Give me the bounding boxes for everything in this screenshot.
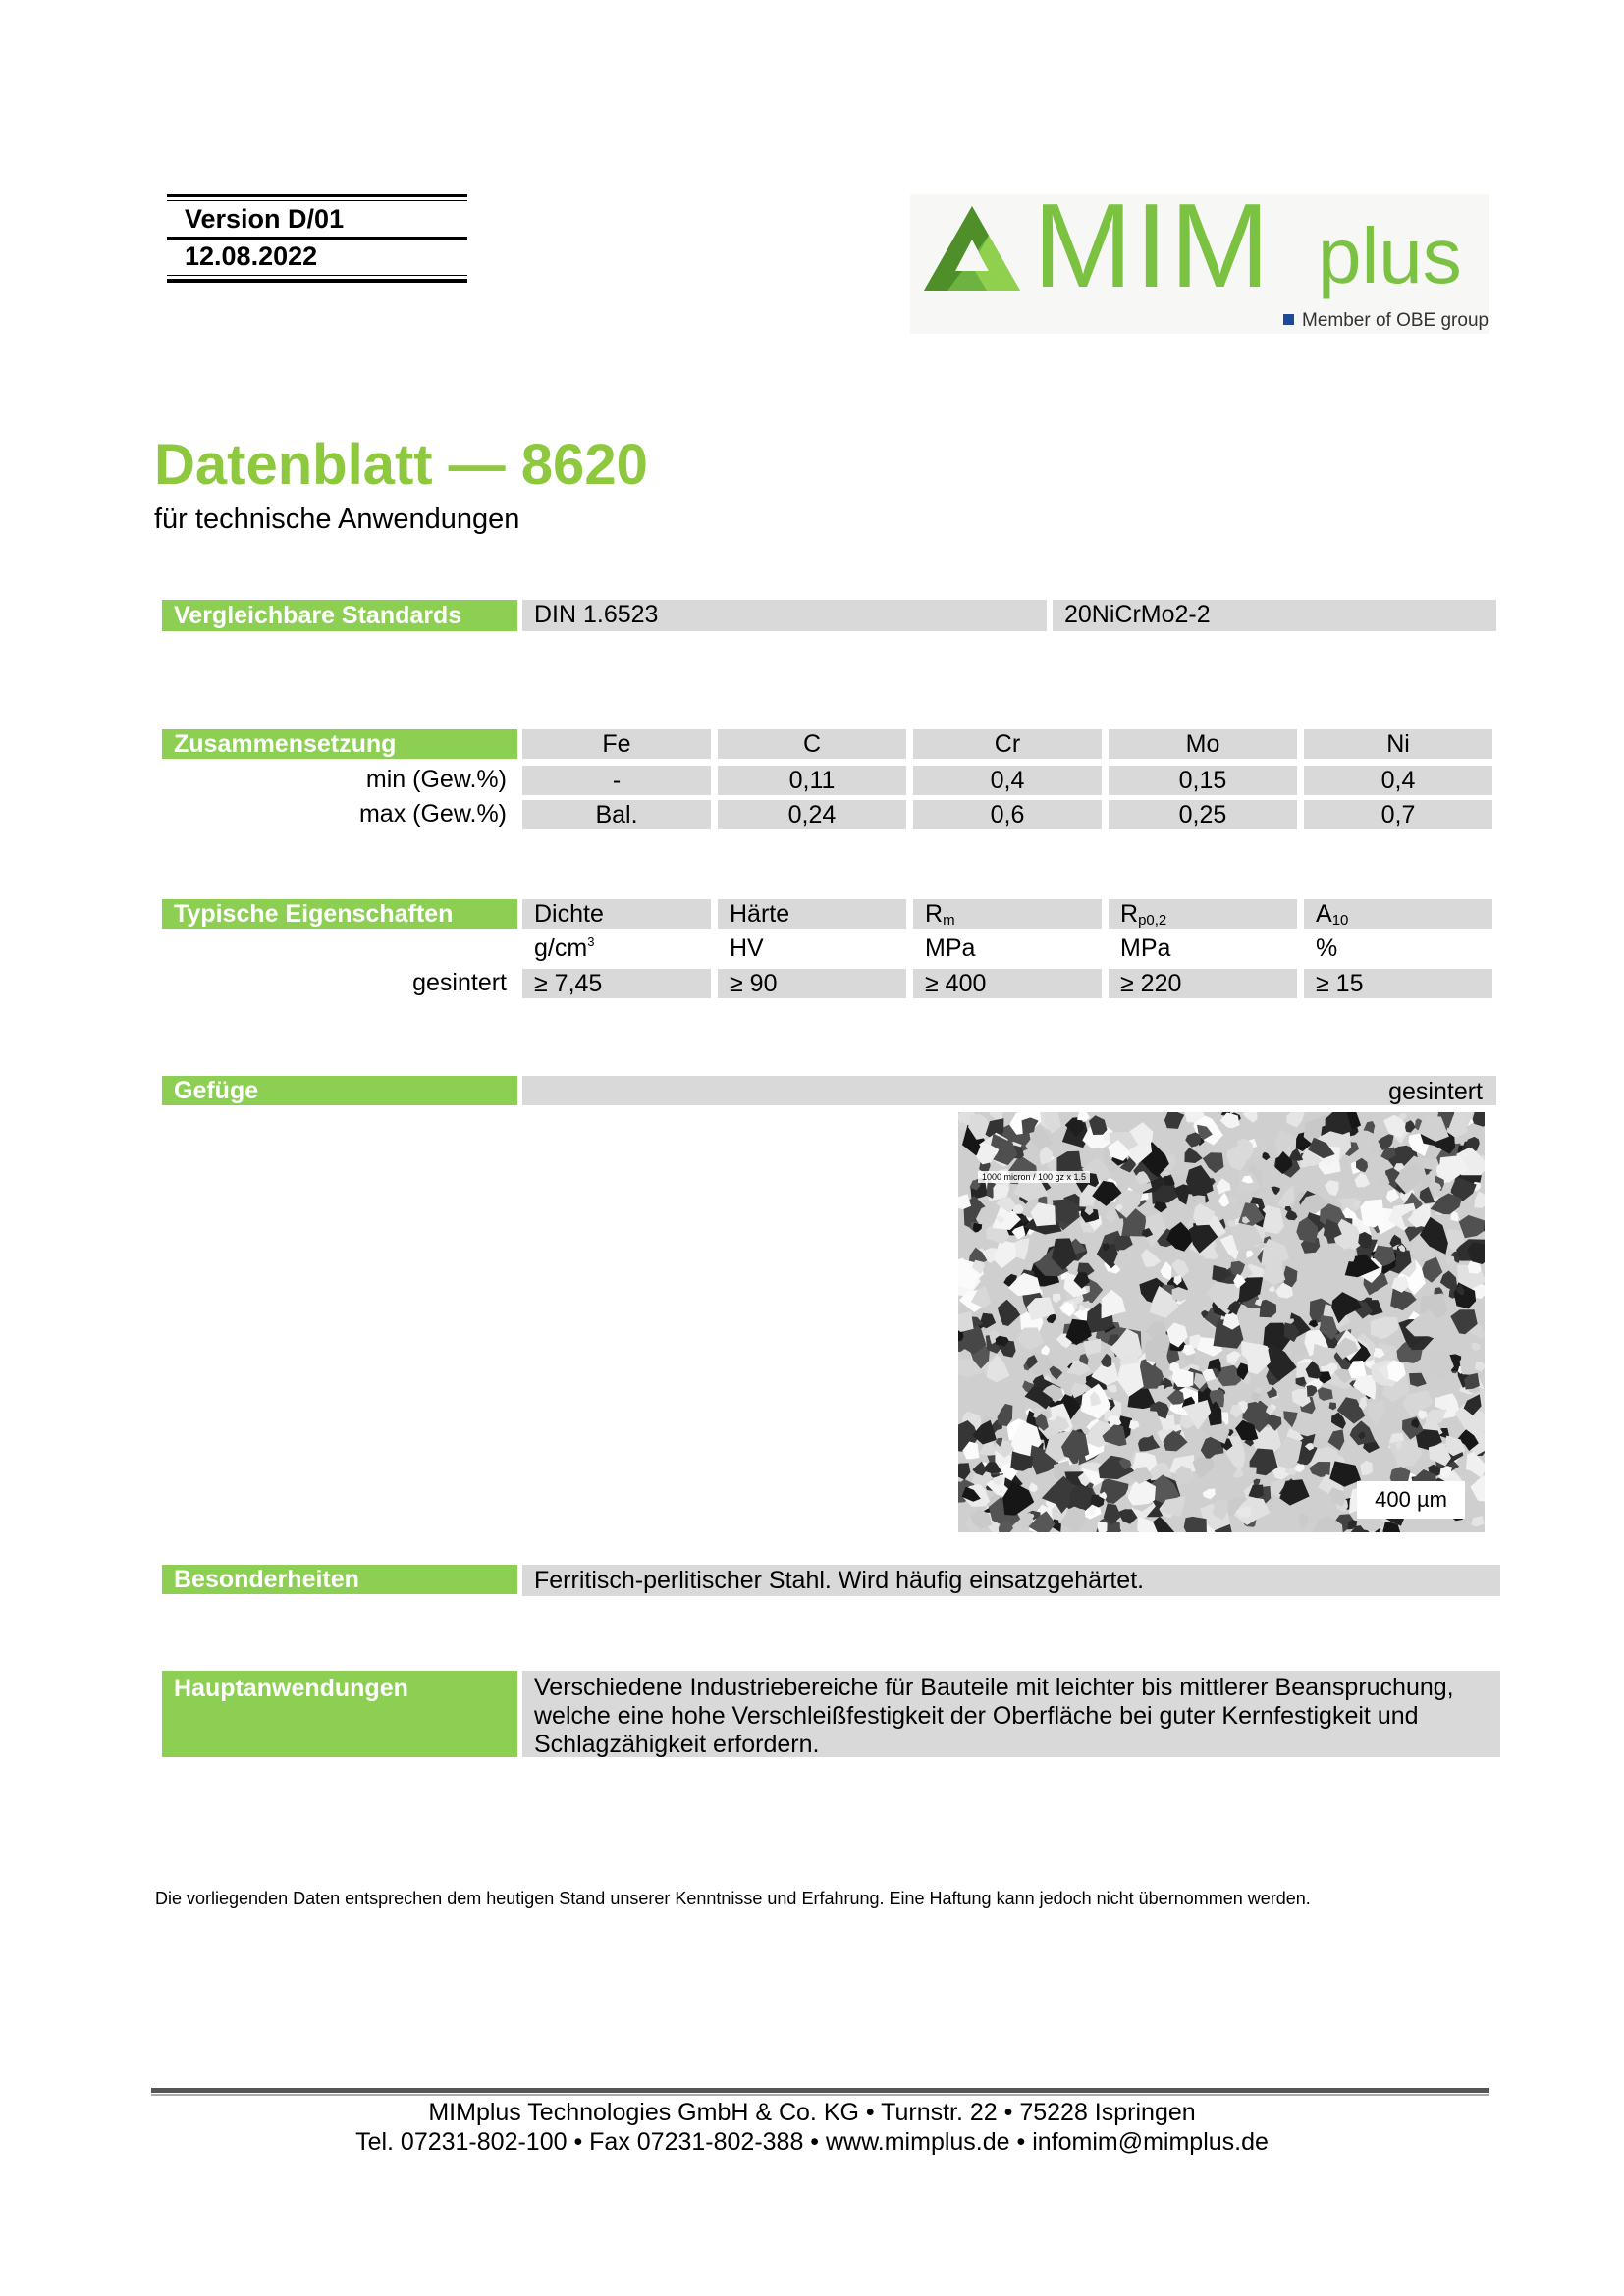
property-header-a10: $A_{10}$ [1304,899,1492,929]
structure-state: gesintert [522,1076,1496,1105]
micrograph-caption: 1000 micron / 100 gz x 1.5 [978,1171,1090,1183]
property-value-a10: ≥ 15 [1304,969,1492,998]
property-value-hardness: ≥ 90 [718,969,906,998]
standard-din: DIN 1.6523 [522,600,1047,631]
element-header-fe: Fe [522,729,711,759]
applications-text [522,1671,1500,1757]
version-rule-top-thin [167,200,467,201]
footer-contact: Tel. 07231-802-100 • Fax 07231-802-388 • www.mimplus.de • infomim@mimplus.de [355,2128,1269,2156]
logo-member-text [1283,310,1489,332]
section-label-composition: Zusammensetzung [162,729,517,759]
property-value-density: ≥ 7,45 [522,969,711,998]
member-label: Member of OBE group [1302,310,1489,331]
composition-row-label-min: min (Gew.%) [365,766,507,793]
property-unit-rm: MPa [925,934,976,962]
footer-rule [151,2088,1489,2093]
scale-bar-label: 400 µm [1357,1481,1465,1519]
property-header-hardness: Härte [718,899,906,929]
element-header-cr: Cr [913,729,1102,759]
section-label-special: Besonderheiten [162,1565,517,1594]
disclaimer-text: Die vorliegenden Daten entsprechen dem heutigen Stand unserer Kenntnisse und Erfahrung. Eine Haftung kann jedoch nicht übernommen werden. [155,1889,1311,1908]
composition-max-mo: 0,25 [1109,800,1297,829]
section-label-properties: Typische Eigenschaften [162,899,517,929]
property-unit-density: $g/cm^3$ [534,934,595,962]
element-header-mo: Mo [1109,729,1297,759]
property-unit-a10: % [1316,934,1338,962]
property-row-label: gesintert [412,969,507,996]
special-text: Ferritisch-perlitischer Stahl. Wird häufig einsatzgehärtet. [522,1565,1500,1596]
page-subtitle: für technische Anwendungen [154,504,520,535]
element-header-c: C [718,729,906,759]
footer-rule-shadow [151,2094,1489,2096]
composition-min-cr: 0,4 [913,766,1102,795]
property-header-rm: $R_m$ [913,899,1102,929]
section-label-standards: Vergleichbare Standards [162,600,517,631]
composition-min-fe: - [522,766,711,795]
logo-brand-text: MIM [1033,179,1272,312]
version-label: Version D/01 [185,204,345,234]
section-label-applications: Hauptanwendungen [162,1671,517,1757]
composition-min-mo: 0,15 [1109,766,1297,795]
logo-brand-suffix: plus [1318,212,1462,299]
property-header-density: Dichte [522,899,711,929]
composition-max-fe: Bal. [522,800,711,829]
page-title: Datenblatt — 8620 [154,433,648,497]
property-value-rp: ≥ 220 [1109,969,1297,998]
section-label-structure: Gefüge [162,1076,517,1105]
composition-row-label-max: max (Gew.%) [358,800,507,828]
composition-min-ni: 0,4 [1304,766,1492,795]
property-header-rp: $R_{p0,2}$ [1109,899,1297,929]
composition-max-cr: 0,6 [913,800,1102,829]
version-rule-mid [167,237,467,240]
triangle-logo-icon [918,200,1026,298]
applications-line: welche eine hohe Verschleißfestigkeit der Oberfläche bei guter Kernfestigkeit und [534,1702,1419,1730]
micrograph-image [958,1112,1485,1532]
element-header-ni: Ni [1304,729,1492,759]
property-unit-hardness: HV [730,934,764,962]
property-unit-rp: MPa [1120,934,1171,962]
company-logo [910,179,1489,334]
footer-address: MIMplus Technologies GmbH & Co. KG • Turnstr. 22 • 75228 Ispringen [428,2099,1196,2126]
composition-max-c: 0,24 [718,800,906,829]
applications-line: Schlagzähigkeit erfordern. [534,1731,820,1758]
square-icon [1283,314,1294,325]
standard-en: 20NiCrMo2-2 [1053,600,1496,631]
version-rule-bottom-thin [167,275,467,276]
composition-min-c: 0,11 [718,766,906,795]
version-date: 12.08.2022 [185,241,318,271]
version-rule-bottom [167,279,467,283]
composition-max-ni: 0,7 [1304,800,1492,829]
property-value-rm: ≥ 400 [913,969,1102,998]
version-rule-top [167,194,467,197]
applications-line: Verschiedene Industriebereiche für Bauteile mit leichter bis mittlerer Beanspruchung, [534,1674,1454,1701]
